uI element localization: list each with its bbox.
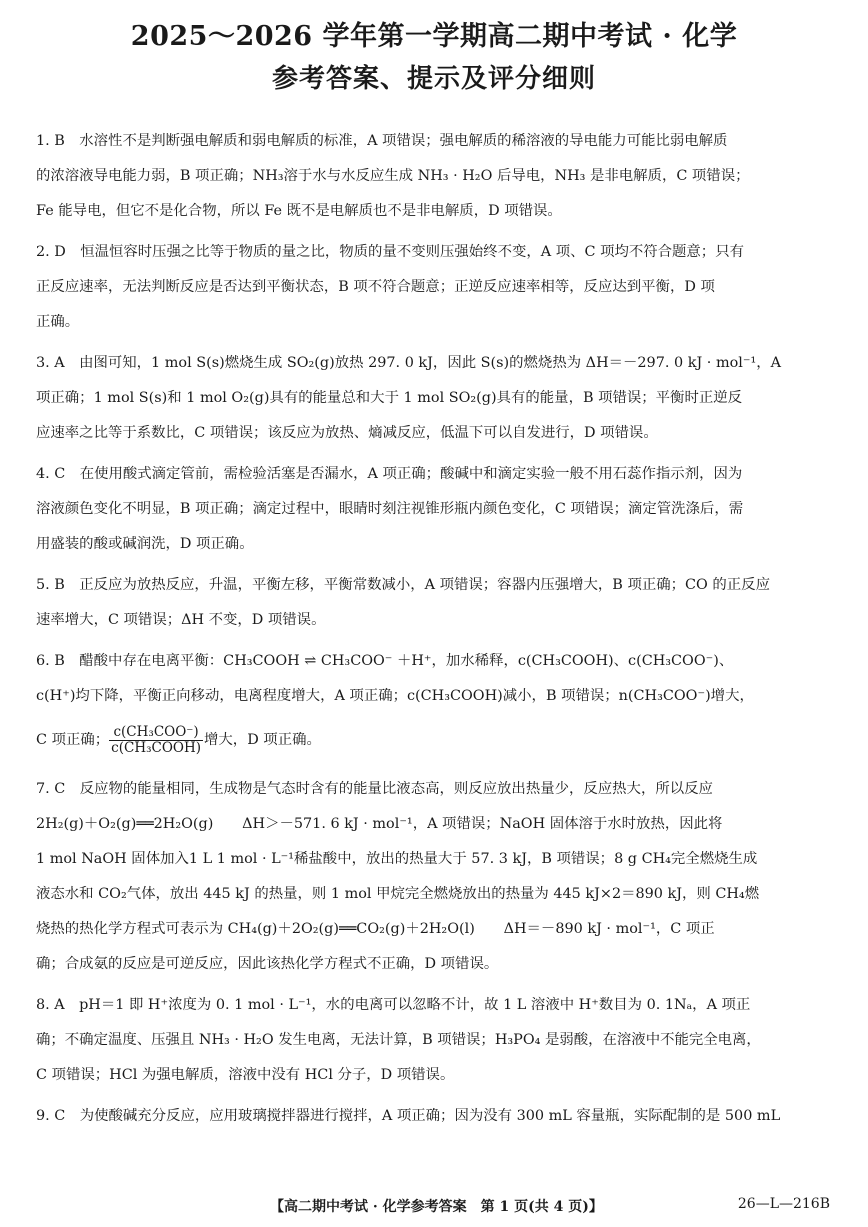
answer-line: 液态水和 CO₂气体，放出 445 kJ 的热量，则 1 mol 甲烷完全燃烧放出的热量为 445 kJ×2＝890 kJ，则 CH₄燃: [36, 886, 760, 902]
answer-line: 项正确；1 mol S(s)和 1 mol O₂(g)具有的能量总和大于 1 mol SO₂(g)具有的能量，B 项错误；平衡时正逆反: [36, 390, 743, 406]
answer-line: c(H⁺)均下降，平衡正向移动，电离程度增大，A 项正确；c(CH₃COOH)减小，B 项错误；n(CH₃COO⁻)增大，: [36, 688, 754, 704]
answer-line: 3. A 由图可知，1 mol S(s)燃烧生成 SO₂(g)放热 297. 0 kJ，因此 S(s)的燃烧热为 ΔH＝－297. 0 kJ · mol⁻¹，A: [36, 355, 782, 371]
concentration-ratio-fraction: [109, 725, 203, 754]
answer-line: 7. C 反应物的能量相同，生成物是气态时含有的能量比液态高，则反应放出热量少，反应热大，所以反应: [36, 781, 713, 797]
answer-line: 2H₂(g)＋O₂(g)══2H₂O(g) ΔH＞－571. 6 kJ · mol⁻¹，A 项错误；NaOH 固体溶于水时放热，因此将: [36, 816, 723, 832]
answer-line: 确；合成氨的反应是可逆反应，因此该热化学方程式不正确，D 项错误。: [36, 956, 499, 972]
answer-line: 6. B 醋酸中存在电离平衡：CH₃COOH ⇌ CH₃COO⁻ ＋H⁺，加水稀释，c(CH₃COOH)、c(CH₃COO⁻)、: [36, 653, 734, 669]
answer-item-9: [36, 1099, 836, 1134]
answer-line: C 项错误；HCl 为强电解质，溶液中没有 HCl 分子，D 项错误。: [36, 1067, 455, 1083]
answer-item-2: [36, 235, 836, 340]
answer-line: 烧热的热化学方程式可表示为 CH₄(g)＋2O₂(g)══CO₂(g)＋2H₂O(l) ΔH＝－890 kJ · mol⁻¹，C 项正: [36, 921, 715, 937]
answer-line: 9. C 为使酸碱充分反应，应用玻璃搅拌器进行搅拌，A 项正确；因为没有 300 mL 容量瓶，实际配制的是 500 mL: [36, 1108, 781, 1124]
answer-line: 4. C 在使用酸式滴定管前，需检验活塞是否漏水，A 项正确；酸碱中和滴定实验一般不用石蕊作指示剂，因为: [36, 466, 743, 482]
fraction-suffix: 增大，D 项正确。: [204, 732, 321, 748]
answer-item-7: [36, 772, 836, 982]
fraction-numerator: c(CH₃COO⁻): [109, 725, 203, 740]
answer-item-6: [36, 644, 836, 766]
answer-item-5: [36, 568, 836, 638]
answer-line: 确；不确定温度、压强且 NH₃ · H₂O 发生电离，无法计算，B 项错误；H₃PO₄ 是弱酸，在溶液中不能完全电离，: [36, 1032, 761, 1048]
footer-page-info: 【高二期中考试 · 化学参考答案 第 1 页(共 4 页)】: [270, 1199, 603, 1215]
answer-line: 5. B 正反应为放热反应，升温，平衡左移，平衡常数减小，A 项错误；容器内压强增大，B 项正确；CO 的正反应: [36, 577, 770, 593]
answer-line: 2. D 恒温恒容时压强之比等于物质的量之比，物质的量不变则压强始终不变，A 项、C 项均不符合题意；只有: [36, 244, 744, 260]
answer-line: 溶液颜色变化不明显，B 项正确；滴定过程中，眼睛时刻注视锥形瓶内颜色变化，C 项错误；滴定管洗涤后，需: [36, 501, 744, 517]
footer-code: 26—L—216B: [737, 1196, 830, 1212]
answer-list: [36, 124, 836, 1140]
answer-item-4: [36, 457, 836, 562]
answer-line: 8. A pH＝1 即 H⁺浓度为 0. 1 mol · L⁻¹，水的电离可以忽略不计，故 1 L 溶液中 H⁺数目为 0. 1Nₐ，A 项正: [36, 997, 751, 1013]
answer-item-8: [36, 988, 836, 1093]
answer-line: 速率增大，C 项错误；ΔH 不变，D 项错误。: [36, 612, 326, 628]
answer-item-3: [36, 346, 836, 451]
answer-line: 应速率之比等于系数比，C 项错误；该反应为放热、熵减反应，低温下可以自发进行，D 项错误。: [36, 425, 658, 441]
fraction-prefix: C 项正确；: [36, 732, 110, 748]
answer-line: 用盛装的酸或碱润洗，D 项正确。: [36, 536, 254, 552]
page-subtitle: 参考答案、提示及评分细则: [271, 64, 596, 94]
answer-line: 正反应速率，无法判断反应是否达到平衡状态，B 项不符合题意；正逆反应速率相等，反应达到平衡，D 项: [36, 279, 715, 295]
page-title: 2025～2026 学年第一学期高二期中考试 · 化学: [130, 21, 738, 52]
answer-line: 1 mol NaOH 固体加入1 L 1 mol · L⁻¹稀盐酸中，放出的热量大于 57. 3 kJ，B 项错误；8 g CH₄完全燃烧生成: [36, 851, 758, 867]
answer-line: 1. B 水溶性不是判断强电解质和弱电解质的标准，A 项错误；强电解质的稀溶液的导电能力可能比弱电解质: [36, 133, 728, 149]
answer-line: 的浓溶液导电能力弱，B 项正确；NH₃溶于水与水反应生成 NH₃ · H₂O 后导电，NH₃ 是非电解质，C 项错误；: [36, 168, 750, 184]
answer-line-fraction: [36, 714, 836, 766]
answer-line: 正确。: [36, 314, 80, 330]
answer-item-1: [36, 124, 836, 229]
fraction-denominator: c(CH₃COOH): [111, 739, 202, 756]
answer-line: Fe 能导电，但它不是化合物，所以 Fe 既不是电解质也不是非电解质，D 项错误。: [36, 203, 562, 219]
